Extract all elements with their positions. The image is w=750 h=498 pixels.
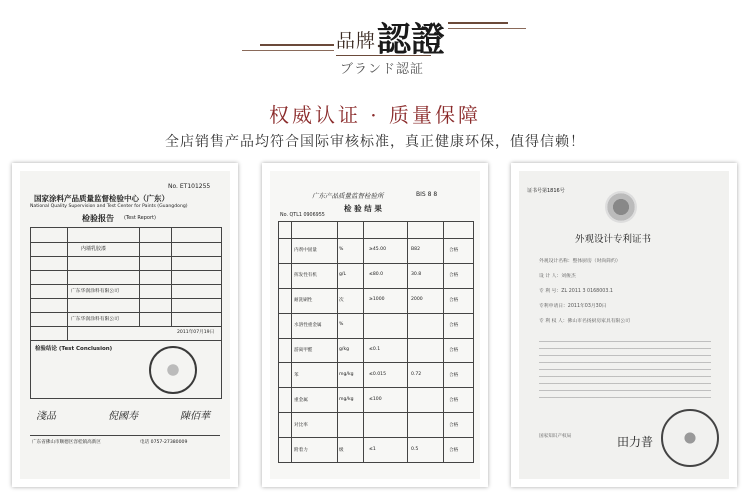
inspection-cell-unit: % bbox=[339, 322, 344, 328]
report-address: 广东省佛山市顺德区容桂镇高新区 bbox=[32, 440, 101, 445]
report-table: 内墙乳胶漆 广东华润涂料有限公司 广东华润涂料有限公司 2011年07月19日 检验结论 (Test Conclusion) bbox=[30, 227, 222, 399]
signature-2: 倪國寿 bbox=[108, 411, 138, 422]
inspection-cell-unit: 级 bbox=[339, 447, 344, 453]
inspection-issuer: 广东产品质量监督检验所 bbox=[312, 192, 384, 200]
inspection-seal bbox=[149, 346, 197, 394]
inspection-table-title: 检 验 结 果 bbox=[344, 204, 382, 213]
inspection-cell-unit: g/kg bbox=[339, 347, 350, 352]
brand-label: 品牌. bbox=[336, 30, 384, 52]
inspection-cell-req: ≤80.0 bbox=[369, 272, 384, 278]
inspection-cell-name: 游离甲醛 bbox=[294, 348, 313, 353]
report-issuer-en: National Quality Supervision and Test Center for Paints (Guangdong) bbox=[30, 204, 188, 209]
inspection-cell-ok: 合格 bbox=[449, 273, 459, 279]
report-phone: 电话 0757-27380009 bbox=[140, 440, 188, 445]
certificate-card-test-report[interactable] bbox=[12, 163, 238, 487]
inspection-cell-res: 0.72 bbox=[411, 371, 422, 377]
inspection-cell-ok: 合格 bbox=[449, 422, 459, 428]
inspection-cell-ok: 合格 bbox=[449, 323, 459, 329]
inspection-cell-res: B82 bbox=[411, 247, 420, 253]
inspection-cell-name: 耐洗刷性 bbox=[294, 298, 313, 304]
inspection-cell-req: ≤1 bbox=[369, 446, 376, 452]
patent-office: 国家知识产权局 bbox=[539, 434, 572, 439]
inspection-cell-unit: % bbox=[339, 247, 344, 253]
patent-seal bbox=[661, 409, 719, 467]
inspection-cell-ok: 合格 bbox=[449, 397, 459, 403]
inspection-table bbox=[278, 221, 474, 463]
brand-japanese-caption: ブランド認証 bbox=[340, 62, 425, 77]
report-number: No. ET101255 bbox=[168, 183, 211, 190]
inspection-cell-name: 附着力 bbox=[294, 447, 308, 453]
inspection-cell-req: ≥45.00 bbox=[369, 247, 387, 253]
inspection-cell-name: 重金属 bbox=[294, 397, 308, 403]
inspection-cell-req: ≤0.015 bbox=[369, 371, 387, 377]
inspection-cell-name: 水溶性重金属 bbox=[294, 323, 322, 329]
signature-3: 陳佰華 bbox=[180, 411, 210, 422]
inspection-cell-name: 对比率 bbox=[294, 422, 308, 428]
inspection-cell-ok: 合格 bbox=[449, 298, 459, 304]
subline: 全店销售产品均符合国际审核标准，真正健康环保，值得信赖！ bbox=[165, 134, 585, 150]
patent-number: 证书号第1816号 bbox=[527, 188, 565, 194]
report-title: 检验报告 bbox=[82, 214, 114, 223]
signature-1: 淺品 bbox=[36, 411, 56, 422]
inspection-cell-req: ≤0.1 bbox=[369, 347, 381, 352]
inspection-cell-unit: g/L bbox=[339, 272, 347, 278]
inspection-cell-res: 2000 bbox=[411, 297, 423, 303]
patent-certificate-document: 证书号第1816号 外观设计专利证书 外观设计名称：整体厨房（时尚简约） 设 计 人：刘俊杰 专 利 号：ZL 2011 3 0168003.1 专利申请日：2011年03月30日 专 利 权 人：佛山市名扬厨房家具有限公司 田力普 国家知识产权局 bbox=[519, 171, 729, 479]
inspection-cell-res: 30.8 bbox=[411, 272, 422, 278]
inspection-cell-name: 内剂中固量 bbox=[294, 248, 317, 254]
inspection-cell-name: 挥发性有机 bbox=[294, 273, 317, 279]
certificate-card-patent[interactable] bbox=[511, 163, 737, 487]
report-title-en: (Test Report) bbox=[124, 215, 156, 221]
inspection-cell-ok: 合格 bbox=[449, 348, 459, 353]
patent-signature: 田力普 bbox=[617, 435, 654, 449]
test-report-document bbox=[20, 171, 230, 479]
inspection-cell-ok: 合格 bbox=[449, 447, 459, 453]
inspection-cell-req: ≤100 bbox=[369, 396, 382, 402]
inspection-cell-unit: mg/kg bbox=[339, 371, 354, 377]
patent-title: 外观设计专利证书 bbox=[575, 234, 652, 245]
inspection-cell-ok: 合格 bbox=[449, 372, 459, 378]
inspection-cell-ok: 合格 bbox=[449, 248, 459, 254]
report-issuer-cn: 国家涂料产品质量监督检验中心（广东） bbox=[34, 194, 169, 203]
certificate-card-inspection-results[interactable] bbox=[262, 163, 488, 487]
brand-certification-title: 認證 bbox=[377, 20, 445, 60]
inspection-cell-res: 0.5 bbox=[411, 446, 419, 452]
headline: 权威认证 · 质量保障 bbox=[268, 103, 482, 127]
inspection-cell-name: 苯 bbox=[294, 372, 299, 378]
inspection-cell-req: ≥1000 bbox=[369, 297, 385, 303]
inspection-cell-unit: mg/kg bbox=[339, 396, 354, 402]
inspection-cell-unit: 次 bbox=[339, 298, 344, 304]
patent-office-emblem bbox=[605, 191, 637, 223]
patent-body-text bbox=[539, 341, 711, 401]
inspection-results-document: 广东产品质量监督检验所 BIS 8 8 检 验 结 果 No. QTL1 0906955 内剂中固量 % ≥45.00 B82 合格 挥发性有机 g/L ≤80.0 30.8 合格 耐洗刷性 次 ≥1000 2000 合格 水溶性重金属 % 合格 游离甲醛 g/kg ≤0.1 合格 苯 mg/kg ≤0.015 0.72 合格 重金属 mg/kg ≤100 合格 对比率 合格 附着力 级 ≤1 0.5 合格 bbox=[270, 171, 480, 479]
inspection-ref: No. QTL1 0906955 bbox=[280, 213, 325, 218]
